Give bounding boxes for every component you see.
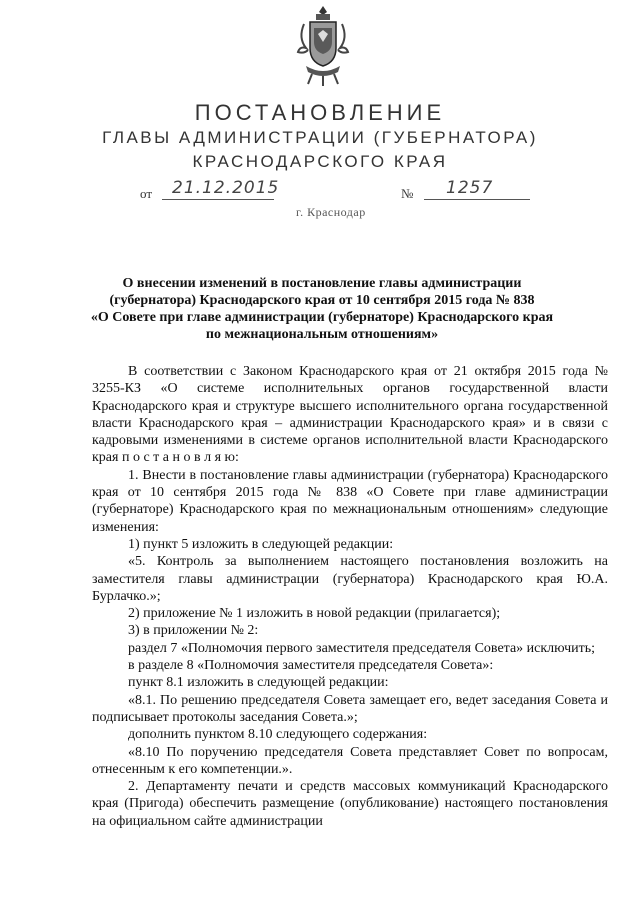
body-paragraph: раздел 7 «Полномочия первого заместителя председателя Совета» исключить;	[128, 640, 596, 656]
handwritten-number: 1257	[446, 178, 494, 198]
number-underline	[424, 199, 530, 200]
body-paragraph: «8.1. По решению председателя Совета замещает его, ведет заседания Совета и подписывает протоколы заседания Совета.»;	[92, 692, 608, 725]
document-body	[92, 363, 608, 830]
document-type-heading: ПОСТАНОВЛЕНИЕ	[194, 100, 446, 125]
body-paragraph: 1. Внести в постановление главы администрации (губернатора) Краснодарского края от 10 сентября 2015 года № 838 «О Совете при главе администрации (губернаторе) Краснодарского края по межнациональным отношениям» следующие изменения:	[92, 467, 608, 535]
preamble-paragraph: В соответствии с Законом Краснодарского края от 21 октября 2015 года № 3255-КЗ «О системе исполнительных органов государственной власти Краснодарского края и структуре высшего исполнительного органа государственной власти Краснодарского края – администрации Краснодарского края» и в связи с кадровыми изменениями в системе органов исполнительной власти Краснодарского края п о с т а н о в л я ю:	[92, 364, 608, 466]
issuer-heading: ГЛАВЫ АДМИНИСТРАЦИИ (ГУБЕРНАТОРА)	[102, 128, 538, 147]
body-paragraph: 3) в приложении № 2:	[128, 623, 259, 639]
body-paragraph: «5. Контроль за выполнением настоящего постановления возложить на заместителя главы администрации (губернатора) Краснодарского края Ю.А. Бурлачко.»;	[92, 554, 608, 604]
body-paragraph: пункт 8.1 изложить в следующей редакции:	[128, 675, 389, 691]
body-paragraph: 1) пункт 5 изложить в следующей редакции:	[128, 536, 394, 552]
body-paragraph: «8.10 По поручению председателя Совета представляет Совет по вопросам, отнесенным к его компетенции.».	[92, 744, 608, 777]
region-heading: КРАСНОДАРСКОГО КРАЯ	[192, 152, 448, 171]
body-paragraph: 2. Департаменту печати и средств массовых коммуникаций Краснодарского края (Пригода) обеспечить размещение (опубликование) настоящего постановления на официальном сайте администрации	[92, 779, 608, 829]
body-paragraph: дополнить пунктом 8.10 следующего содержания:	[128, 727, 428, 743]
city-label: г. Краснодар	[296, 205, 366, 219]
body-paragraph: в разделе 8 «Полномочия заместителя председателя Совета»:	[128, 658, 494, 674]
number-prefix: №	[401, 186, 414, 201]
date-prefix: от	[140, 186, 153, 201]
document-title: О внесении изменений в постановление главы администрации (губернатора) Краснодарского края от 10 сентября 2015 года № 838 «О Совете при главе администрации (губернаторе) Краснодарского края по межнациональным отношениям»	[90, 276, 554, 342]
date-underline	[162, 199, 274, 200]
handwritten-date: 21.12.2015	[172, 178, 280, 198]
body-paragraph: 2) приложение № 1 изложить в новой редакции (прилагается);	[128, 606, 501, 622]
coat-of-arms-emblem	[296, 4, 350, 86]
